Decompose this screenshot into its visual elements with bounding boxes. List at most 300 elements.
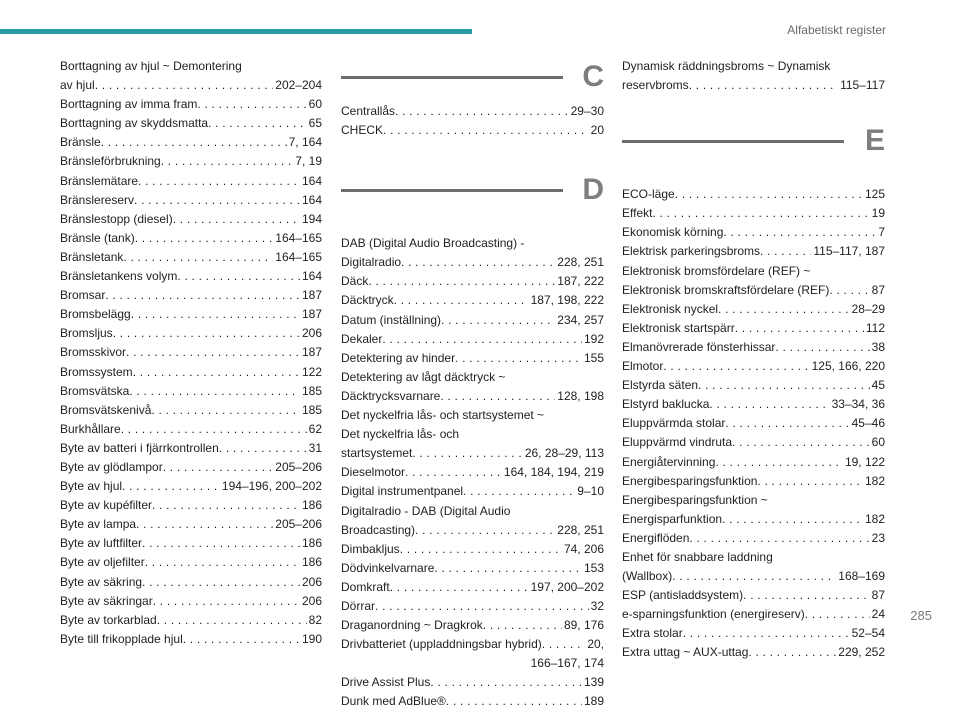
entry-page-refs: 125, 166, 220 [811, 359, 885, 374]
index-entry [622, 472, 885, 491]
entry-page-refs: 19 [871, 206, 885, 221]
index-entry [341, 121, 604, 140]
index-entry [622, 548, 885, 586]
entry-page-refs: 182 [864, 473, 885, 488]
index-entry [341, 311, 604, 330]
entry-term: Digital instrumentpanel [341, 484, 464, 499]
entry-page-refs: 164 [301, 173, 322, 188]
index-entry [60, 324, 322, 343]
dot-leader [101, 133, 287, 152]
dot-leader [434, 559, 582, 578]
entry-page-refs: 31 [308, 440, 322, 455]
entry-leader-line [622, 319, 885, 338]
entry-page-refs: 186 [301, 536, 322, 551]
entry-term: Bränslemätare [60, 173, 139, 188]
dot-leader [183, 630, 300, 649]
header-accent-bar [0, 29, 472, 34]
index-entry [622, 338, 885, 357]
entry-term: Bränsletankens volym [60, 269, 178, 284]
dot-leader [390, 578, 529, 597]
dot-leader [152, 496, 300, 515]
index-entry [60, 305, 322, 324]
entry-text-line: Elektronisk bromsfördelare (REF) ~ [622, 263, 811, 278]
section-letter: D [582, 173, 604, 207]
entry-term: Dieselmotor [341, 465, 406, 480]
dot-leader [663, 357, 809, 376]
entry-page-refs: 164–165 [275, 249, 322, 264]
entry-page-refs: 60 [308, 97, 322, 112]
dot-leader [440, 387, 555, 406]
entry-term: Effekt [622, 206, 653, 221]
index-entry [60, 95, 322, 114]
entry-term: Elektronisk startspärr [622, 320, 735, 335]
entry-term: Dunk med AdBlue® [341, 694, 446, 709]
index-entry [622, 223, 885, 242]
entry-page-refs: 122 [301, 364, 322, 379]
entry-page-refs: 228, 251 [557, 522, 604, 537]
index-entry [341, 102, 604, 121]
entry-page-refs: 20, [587, 637, 604, 652]
dot-leader [394, 291, 529, 310]
entry-term: Byte av säkring [60, 574, 143, 589]
index-entry [622, 433, 885, 452]
dot-leader [446, 692, 582, 711]
entry-leader-line [60, 515, 322, 534]
entry-term: Digitalradio [341, 255, 402, 270]
entry-term: Energisparfunktion [622, 511, 723, 526]
entry-page-refs: 190 [301, 631, 322, 646]
dot-leader [805, 605, 870, 624]
entry-page-refs: 194 [301, 211, 322, 226]
entry-leader-line [341, 597, 604, 616]
entry-term: Dörrar [341, 598, 376, 613]
entry-leader-line [622, 414, 885, 433]
entry-leader-line [622, 300, 885, 319]
entry-text-line: Detektering av lågt däcktryck ~ [341, 369, 506, 384]
entry-leader-line [60, 534, 322, 553]
index-entry [60, 439, 322, 458]
entry-page-refs: 32 [590, 598, 604, 613]
dot-leader [161, 152, 294, 171]
entry-page-refs: 89, 176 [563, 618, 604, 633]
index-entry [60, 401, 322, 420]
entry-leader-line [622, 643, 885, 662]
entry-leader-line [622, 586, 885, 605]
entry-term: Energibesparingsfunktion [622, 473, 758, 488]
entry-text-line: Dynamisk räddningsbroms ~ Dynamisk [622, 59, 831, 73]
entry-term: Borttagning av imma fram [60, 97, 198, 112]
entry-term: Centrallås [341, 104, 396, 118]
dot-leader [126, 343, 300, 362]
entry-term: Bränsletank [60, 249, 124, 264]
dot-leader [412, 444, 522, 463]
index-entry [60, 573, 322, 592]
index-entry [60, 229, 322, 248]
entry-text-line: Det nyckelfria lås- och startsystemet ~ [341, 408, 545, 423]
index-entry [60, 477, 322, 496]
entry-term: Elstyrda säten [622, 378, 699, 393]
entry-term: Dödvinkelvarnare [341, 560, 435, 575]
entry-leader-line [341, 272, 604, 291]
dot-leader [829, 281, 869, 300]
entry-term: Bränsle (tank) [60, 230, 135, 245]
dot-leader [672, 567, 836, 586]
entry-leader-line [60, 363, 322, 382]
entry-page-refs: 164 [301, 269, 322, 284]
entry-leader-line [341, 692, 604, 711]
index-column-2 [341, 57, 604, 712]
entry-leader-line [60, 573, 322, 592]
dot-leader [134, 191, 300, 210]
entry-page-refs: 202–204 [275, 78, 322, 93]
index-entry [622, 242, 885, 261]
index-entry [341, 559, 604, 578]
entry-page-refs: 187, 198, 222 [530, 293, 604, 308]
index-entry [622, 319, 885, 338]
entry-term: Byte av lampa [60, 517, 137, 532]
dot-leader [395, 102, 569, 121]
entry-leader-line [60, 420, 322, 439]
dot-leader [400, 540, 562, 559]
entry-page-refs: 185 [301, 383, 322, 398]
index-entry [341, 482, 604, 501]
entry-page-refs: 45–46 [851, 416, 885, 431]
entry-leader-line [622, 395, 885, 414]
dot-leader [151, 401, 300, 420]
entry-page-refs: 185 [301, 402, 322, 417]
entry-page-refs: 186 [301, 498, 322, 513]
dot-leader [177, 267, 300, 286]
index-entry [60, 286, 322, 305]
index-entry [622, 57, 885, 95]
entry-leader-line [622, 624, 885, 643]
entry-page-refs: 187 [301, 307, 322, 322]
index-entry [622, 395, 885, 414]
entry-page-refs: 65 [308, 116, 322, 131]
entry-term: Byte till frikopplade hjul [60, 631, 183, 646]
entry-leader-line [622, 453, 885, 472]
entry-leader-line [60, 496, 322, 515]
index-entry [341, 616, 604, 635]
entry-page-refs: 115–117 [840, 78, 885, 93]
section-header-e [622, 124, 885, 185]
page-number: 285 [910, 608, 932, 623]
index-entry [622, 586, 885, 605]
dot-leader [173, 210, 300, 229]
index-entry [60, 611, 322, 630]
index-entry [341, 578, 604, 597]
index-entry [622, 357, 885, 376]
entry-page-refs: 205–206 [275, 459, 322, 474]
index-entry [60, 363, 322, 382]
dot-leader [722, 510, 863, 529]
entry-leader-line [60, 95, 322, 114]
entry-leader-line [341, 463, 604, 482]
dot-leader [136, 515, 273, 534]
dot-leader [441, 311, 555, 330]
dot-leader [652, 204, 869, 223]
index-entry [60, 210, 322, 229]
index-entry [60, 534, 322, 553]
entry-page-refs: 20 [590, 123, 604, 138]
entry-leader-line [341, 482, 604, 501]
dot-leader [757, 472, 863, 491]
index-entry [622, 300, 885, 319]
entry-term: Byte av glödlampor [60, 459, 163, 474]
entry-leader-line [60, 305, 322, 324]
entry-page-refs-continued: 166–167, 174 [530, 656, 604, 671]
entry-term: Elmotor [622, 359, 664, 374]
index-entry [60, 133, 322, 152]
dot-leader [375, 597, 589, 616]
index-entry [622, 414, 885, 433]
entry-term: Drive Assist Plus [341, 675, 431, 690]
entry-page-refs: 26, 28–29, 113 [524, 446, 604, 461]
entry-leader-line [622, 223, 885, 242]
entry-term: ESP (antisladdsystem) [622, 588, 744, 603]
entry-leader-line [60, 553, 322, 572]
entry-leader-line [60, 458, 322, 477]
entry-leader-line [341, 635, 604, 654]
dot-leader [715, 453, 843, 472]
entry-page-refs: 112 [865, 320, 885, 335]
index-entry [60, 114, 322, 133]
index-entry [341, 406, 604, 463]
entry-leader-line [622, 76, 885, 95]
entry-page-refs: 62 [308, 421, 322, 436]
entry-page-refs: 186 [301, 555, 322, 570]
entry-leader-line [60, 401, 322, 420]
dot-leader [113, 324, 300, 343]
entry-term: Däck [341, 274, 369, 289]
index-entry [341, 368, 604, 406]
entry-term: CHECK [341, 123, 384, 138]
entry-leader-line [60, 630, 322, 649]
dot-leader [463, 482, 575, 501]
entry-page-refs: 164 [301, 192, 322, 207]
entry-leader-line [341, 673, 604, 692]
index-entry [60, 343, 322, 362]
section-e-entries [622, 185, 885, 662]
dot-leader [123, 248, 273, 267]
entry-leader-line [60, 611, 322, 630]
entry-page-refs: 206 [301, 574, 322, 589]
entry-leader-line [60, 191, 322, 210]
dot-leader [675, 185, 863, 204]
dot-leader [142, 573, 300, 592]
index-column-1 [60, 57, 322, 649]
dot-leader [121, 420, 307, 439]
entry-term: Eluppvärmda stolar [622, 416, 726, 431]
entry-leader-line [341, 578, 604, 597]
entry-term: Däcktryck [341, 293, 394, 308]
entry-term: Byte av kupéfilter [60, 498, 153, 513]
index-entry [341, 673, 604, 692]
dot-leader [105, 286, 300, 305]
index-entry [60, 172, 322, 191]
entry-term: Eluppvärmd vindruta [622, 435, 733, 450]
dot-leader [689, 76, 838, 95]
entry-page-refs: 125 [864, 187, 885, 202]
dot-leader [732, 433, 870, 452]
entry-term: Detektering av hinder [341, 350, 456, 365]
entry-term: Bränsleförbrukning [60, 154, 161, 169]
entry-leader-line [60, 152, 322, 171]
entry-term: e-sparningsfunktion (energireserv) [622, 607, 805, 622]
dot-leader [157, 611, 307, 630]
dot-leader [775, 338, 869, 357]
entry-term: Byte av hjul [60, 479, 123, 494]
dot-leader [709, 395, 829, 414]
index-entry [341, 291, 604, 310]
entry-page-refs: 60 [871, 435, 885, 450]
entry-page-refs: 228, 251 [557, 255, 604, 270]
section-letter: C [582, 60, 604, 93]
entry-leader-line [622, 204, 885, 223]
index-column-3 [622, 57, 885, 663]
dot-leader [698, 376, 870, 395]
entry-term: Bromsar [60, 288, 106, 303]
section-letter: E [864, 124, 885, 158]
entry-term: Bränslestopp (diesel) [60, 211, 173, 226]
entry-page-refs: 194–196, 200–202 [221, 479, 322, 494]
entry-term: Bromsvätska [60, 383, 130, 398]
entry-leader-line [60, 267, 322, 286]
entry-text-line: Digitalradio - DAB (Digital Audio [341, 503, 511, 518]
entry-page-refs: 87 [871, 588, 885, 603]
entry-term: Ekonomisk körning [622, 225, 724, 240]
entry-term: Bromssystem [60, 364, 133, 379]
index-entry [341, 349, 604, 368]
dot-leader [415, 521, 555, 540]
entry-leader-line [60, 477, 322, 496]
index-entry [622, 185, 885, 204]
dot-leader [383, 121, 589, 140]
dot-leader [138, 172, 300, 191]
entry-leader-line [341, 540, 604, 559]
entry-leader-line [622, 376, 885, 395]
entry-page-refs: 7 [878, 225, 885, 240]
entry-page-refs: 192 [583, 331, 604, 346]
index-entry [60, 553, 322, 572]
entry-term: Draganordning ~ Dragkrok [341, 618, 483, 633]
entry-term: Drivbatteriet (uppladdningsbar hybrid) [341, 637, 542, 652]
entry-page-refs: 87 [871, 282, 885, 297]
entry-leader-line [341, 311, 604, 330]
entry-term: Elektronisk bromskraftsfördelare (REF) [622, 282, 830, 297]
index-entry [341, 502, 604, 540]
entry-leader-line [622, 510, 885, 529]
entry-leader-line [60, 172, 322, 191]
entry-term: Elektrisk parkeringsbroms [622, 244, 761, 259]
entry-term: Däcktrycksvarnare [341, 388, 441, 403]
index-entry [622, 624, 885, 643]
entry-term: Byte av batteri i fjärrkontrollen [60, 440, 219, 455]
entry-term: Datum (inställning) [341, 312, 442, 327]
entry-term: Energiåtervinning [622, 454, 716, 469]
entry-page-refs: 45 [871, 378, 885, 393]
dot-leader [483, 616, 562, 635]
entry-page-refs: 82 [308, 612, 322, 627]
dot-leader [542, 635, 586, 654]
entry-leader-line [622, 529, 885, 548]
entry-leader-line [60, 343, 322, 362]
entry-leader-line [341, 521, 604, 540]
entry-leader-line [341, 102, 604, 121]
entry-leader-line [341, 387, 604, 406]
dot-leader [142, 534, 300, 553]
entry-page-refs: 153 [583, 560, 604, 575]
dot-leader [163, 458, 274, 477]
entry-leader-line [341, 559, 604, 578]
entry-leader-line [60, 133, 322, 152]
index-entry [60, 248, 322, 267]
index-entry [341, 597, 604, 616]
dot-leader [401, 253, 555, 272]
entry-page-refs: 74, 206 [563, 541, 604, 556]
entry-page-refs: 164–165 [275, 230, 322, 245]
index-entry [60, 592, 322, 611]
entry-leader-line [622, 433, 885, 452]
entry-page-refs: 234, 257 [557, 312, 604, 327]
index-entry [622, 204, 885, 223]
entry-leader-line [341, 616, 604, 635]
dot-leader [735, 319, 864, 338]
entry-page-refs: 187, 222 [557, 274, 604, 289]
dot-leader [145, 553, 300, 572]
dot-leader [208, 114, 307, 133]
index-entry [341, 635, 604, 673]
entry-leader-line [622, 567, 885, 586]
entry-page-refs: 187 [301, 345, 322, 360]
entry-term: Domkraft [341, 579, 390, 594]
entry-term: Elmanövrerade fönsterhissar [622, 339, 776, 354]
entry-term: Byte av luftfilter [60, 536, 143, 551]
index-entry [60, 420, 322, 439]
entry-leader-line [60, 210, 322, 229]
column-3-top-entries [622, 57, 885, 95]
entry-term: Bränslereserv [60, 192, 135, 207]
entry-leader-line [60, 592, 322, 611]
entry-term: ECO-läge [622, 187, 675, 202]
dot-leader [368, 272, 555, 291]
entry-term: Dekaler [341, 331, 383, 346]
entry-leader-line [622, 185, 885, 204]
entry-term: Energiflöden [622, 530, 690, 545]
entry-leader-line [622, 605, 885, 624]
entry-leader-line [60, 114, 322, 133]
dot-leader [131, 305, 300, 324]
entry-leader-line [60, 439, 322, 458]
dot-leader [760, 242, 811, 261]
section-rule [341, 76, 563, 79]
entry-leader-line [341, 349, 604, 368]
dot-leader [133, 363, 300, 382]
entry-leader-line [341, 330, 604, 349]
entry-page-refs: 168–169 [838, 569, 885, 584]
index-entry [60, 630, 322, 649]
index-entry [341, 540, 604, 559]
entry-leader-line [622, 338, 885, 357]
index-entry [341, 463, 604, 482]
index-entry [622, 453, 885, 472]
dot-leader [153, 592, 300, 611]
entry-term: Bromsskivor [60, 345, 127, 360]
entry-term: Dimbakljus [341, 541, 400, 556]
entry-page-refs: 38 [871, 339, 885, 354]
dot-leader [683, 624, 850, 643]
index-entry [60, 458, 322, 477]
